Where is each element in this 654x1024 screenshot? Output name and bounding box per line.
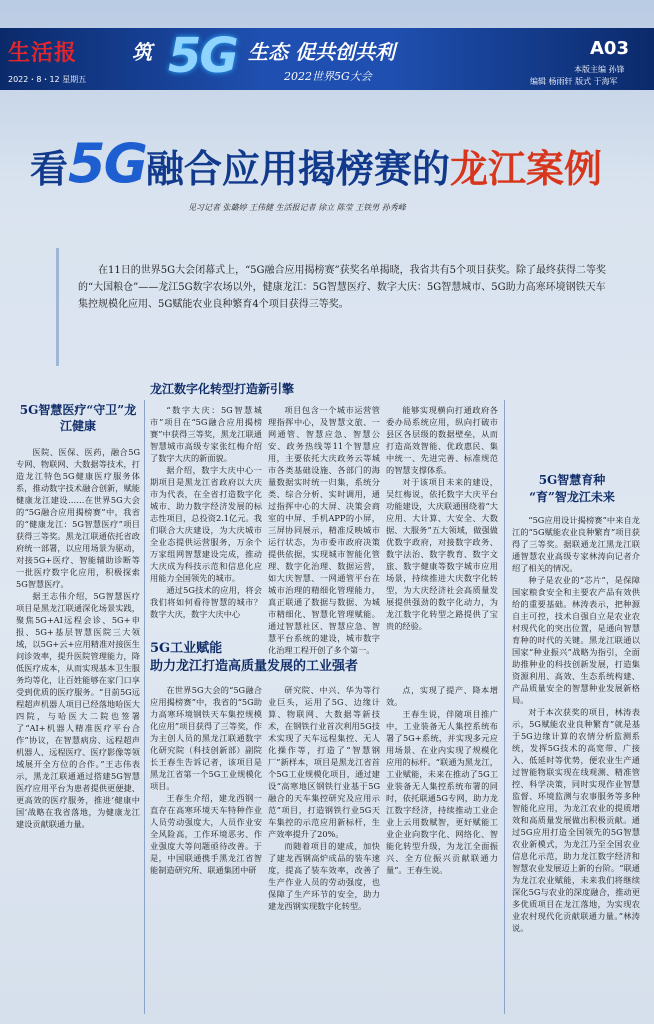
banner-event: 2022世界5G大会 (284, 70, 372, 83)
industry-column-3 (386, 684, 498, 1014)
byline: 见习记者 张璐婷 王伟健 生活报记者 徐立 陈莹 王铁男 孙秀峰 (188, 203, 406, 212)
editor-line-1: 本版主编 孙锋 (574, 65, 625, 74)
digital-column-1 (150, 404, 262, 630)
digital-paragraph: 对于该项目未来的建设，吴红梅说，依托数字大庆平台功能建设，大庆联通围绕着“大应用、大计算、大安全、大数据、大服务”五大领域，做强做优数字政府，对接数字政务、数字法治、数字教育、数字文旅、数字健康等数字城市应用场景，持续推进大庆数字化转型，为大庆经济社会高质量发展提供强劲的数字化动力，为龙江数字化转型之路提供了宝贵的经验。 (386, 477, 498, 631)
agri-paragraph: “5G应用设计揭榜赛”中来自龙江的“5G赋能农业良种繁育”项目获得了三等奖。据联通龙江黑龙江联通智慧农业高级专家林涛向记者介绍了相关的情况。 (512, 515, 640, 573)
headline-highlight: 龙江案例 (449, 146, 602, 191)
section-title-agri: 5G智慧育种 “育”智龙江未来 (529, 473, 615, 504)
digital-paragraph: 能够实现横向打通政府各委办局系统应用，纵向打破市县区各层级的数据壁垒，从而打造高效智能、优政惠民、集中统一、先进完善、标准规范的智慧支撑体系。 (386, 405, 498, 475)
newspaper-logo: 生活报 (8, 40, 78, 66)
column-divider (144, 400, 145, 1014)
medical-paragraph: 医院、医保、医药，融合5G专网、物联网、大数据等技术，打造龙江特色5G健康医疗服务体系，推动数字技术融合创新，赋能健康龙江建设……在世界5G大会的“5G融合应用揭榜赛”中，我省的“健康龙江：5G智慧医疗”项目获得三等奖。黑龙江联通依托省政府统一部署，以应用场景为驱动，对接5G+医疗、智能辅助诊断等一批医疗数字化应用，积极探索5G智慧医疗。 (16, 447, 140, 589)
industry-paragraph: 在世界5G大会的“5G融合应用揭榜赛”中，我省的“5G助力高寒环境钢铁天车集控规模化应用”项目获得了三等奖，作为主创人员的黑龙江联通数字化研究院（科技创新部）副院长王春生告诉记者，该项目是黑龙江省第一个5G工业规模化项目。 (150, 685, 262, 791)
medical-paragraph: 据王志伟介绍，5G智慧医疗项目是黑龙江联通深化场景实践，聚焦5G+AI远程会诊、5G+申报、5G+基层智慧医院三大领域，以5G+云+应用精准对接医生问诊效率，提升医院管理能力，降低医疗成本，从而实现基本卫生服务均等化，让百姓能够在家门口享受到优质的医疗服务。“目前5G远程超声机器人项目已经落地哈医大四院，与哈医大二院也签署了“AI+机器人精准医疗平台合作”协议，在智慧病房、远程超声机器人、远程医疗、医疗影像等领域展开全方位的合作。”王志伟表示，黑龙江联通通过搭建5G智慧医疗应用平台为患者提供更便捷、更高效的医疗服务，推进‘健康中国’战略在我省落地，为健康龙江建设贡献联通力量。 (16, 591, 140, 829)
agri-column (512, 514, 640, 1014)
medical-column (16, 446, 140, 1014)
agri-paragraph: 种子是农业的“芯片”，是保障国家粮食安全和主要农产品有效供给的重要基础。林涛表示，把种源自主可控，技术自强自立是农业农村现代化的突出位置，是通向智慧育种的时代的关键。黑龙江联通以国家“种业振兴”战略为指引，全面助推种业的科技创新发展，打造集资源利用、高效、生态系统构建、产品质量安全的智慧种业发展新格局。 (512, 575, 640, 705)
lead-paragraph: 在11日的世界5G大会闭幕式上，“5G融合应用揭榜赛”获奖名单揭晓，我省共有5个项目获奖。除了最终获得二等奖的“大国粮仓”——龙江5G数字农场以外，健康龙江：5G智慧医疗、数字大庆：5G智慧城市、5G助力高寒环境钢铁天车集控规模化应用、5G赋能农业良种繁育4个项目获得三等奖。 (78, 265, 607, 310)
digital-column-3 (386, 404, 498, 630)
digital-paragraph: 项目包含一个城市运营管理指挥中心，及智慧文旅、一网通管、智慧应急、智慧公安、政务热线等11个智慧应用，主要依托大庆政务云等城市各类基础设施、各部门的海量数据实时统一归集，系统分类、综合分析、实时调用，通过指挥中心的大屏、决策会商室的中屏、手机APP的小屏，三屏协同展示，精准反映城市运行状态，为市委市政府决策提供依据，实现城市智能化管理、数字化治理、数据运营，如大庆智慧、一网通管平台在城市治理的精细化管理能力，真正联通了数据与数据、为城市精细化、智慧化管理赋能。通过智慧社区、智慧应急、智慧平台系统的建设，城市数字化治理工程开创了多个第一。 (268, 405, 380, 655)
banner-slogan-a: 筑 (132, 40, 152, 64)
industry-paragraph: 王春生介绍，建龙西钢一直存在高寒环境天车特种作业人员劳动强度大，人员作业安全风险高，工作环境恶劣、作业强度大等问题亟待改善。于是，中国联通携手黑龙江省智能制造研究所、联通集团中研 (150, 793, 262, 875)
digital-paragraph: 通过5G技术的应用，将会我们将如何看待智慧的城市？数字大庆，数字大庆中心 (150, 585, 262, 619)
digital-paragraph: 据介绍，数字大庆中心一期项目是黑龙江省政府以大庆市为代表，在全省打造数字化城市、助力数字经济发展的标志性项目，总投资2.1亿元。我们联合大庆建设，为大庆城市全业态提供运营服务，万余个万家组网智慧建设完成，推动大庆成为科技示范和信息化应用能力全国领先的城市。 (150, 465, 262, 583)
page-headline (30, 132, 630, 196)
headline-part-1: 看 (30, 146, 69, 191)
agri-paragraph: 对于本次获奖的项目，林涛表示，5G赋能农业良种繁育”就是基于5G边缘计算的农情分析监测系统，发挥5G技术的高宽带、广接入、低延时等优势，便农业生产通过智能物联实现在线观测、精准管控、科学决策，同时实现作业智慧监督、环境监测与农事服务等多种智能化应用，为龙江农业的提质增效和高质量发展做出积极贡献。通过5G应用打造全国领先的5G智慧农业新模式，为龙江乃至全国农业信息化示范，助力龙江数字经济和智慧农业发展迈上新的台阶。“联通为龙江农业赋能，未来我们将继续深化5G与农业的深度融合，推动更多优质项目在龙江落地，为实现农业农村现代化贡献联通力量。”林涛说。 (512, 707, 640, 933)
industry-paragraph: 而随着项目的建成，加快了建龙西钢高炉成品的装车速度，提高了装车效率，改善了生产作业人员的劳动强度，也保障了生产环节的安全，助力建龙西钢实现数字化转型。 (268, 841, 380, 911)
headline-5g: 5G (68, 132, 146, 195)
industry-paragraph: 王春生说，伴随项目推广中，工业装备无人集控系统布署了5G+系统，并实现多元应用场景、在业内实现了规模化应用的标杆。“联通为黑龙江，工业赋能，未来在推动了5G工业装备无人集控系统布署的同时，依托联通5G专网，助力龙江数字经济，持续推动工业企业上云用数赋智，更好赋能工业企业向数字化、网络化、智能化转型升级，为龙江全面振兴、全方位振兴贡献联通力量”。王春生说。 (386, 709, 498, 875)
digital-paragraph: “数字大庆：5G智慧城市”项目在“5G融合应用揭榜赛”中获得三等奖，黑龙江联通智慧城市高级专家张红梅介绍了数字大庆的新面貌。 (150, 405, 262, 463)
banner-slogan-b: 生态 促共创共利 (248, 40, 395, 64)
banner-5g: 5G (168, 28, 237, 84)
industry-column-1 (150, 684, 262, 1014)
industry-paragraph: 点，实现了提产、降本增效。 (386, 685, 498, 707)
digital-column-2 (268, 404, 380, 655)
editor-line-2: 编辑 杨雨轩 版式 于海军 (530, 77, 618, 86)
section-title-medical: 5G智慧医疗“守卫”龙江健康 (19, 403, 137, 433)
section-title-industry: 5G工业赋能 助力龙江打造高质量发展的工业强者 (150, 641, 359, 674)
issue-date: 2022・8・12 星期五 (8, 75, 87, 84)
industry-column-2 (268, 684, 380, 1014)
column-divider (504, 400, 505, 1014)
industry-paragraph: 研究院、中兴、华为等行业巨头，运用了5G、边缘计算、物联网、大数据等新技术，在钢铁行业首次利用5G技术实现了天车远程集控、无人化操作等，打造了“智慧钢厂”新样本，项目是黑龙江省首个5G工业规模化项目，通过建设“高寒地区钢铁行业基于5G融合的天车集控研究及应用示范”项目，打造钢铁行业5G天车集控的示范应用新标杆，生产效率提升了20%。 (268, 685, 380, 839)
headline-part-3: 融合应用揭榜赛的 (145, 146, 450, 191)
section-title-digital: 龙江数字化转型打造新引擎 (150, 382, 295, 396)
page-number: A03 (590, 38, 629, 59)
